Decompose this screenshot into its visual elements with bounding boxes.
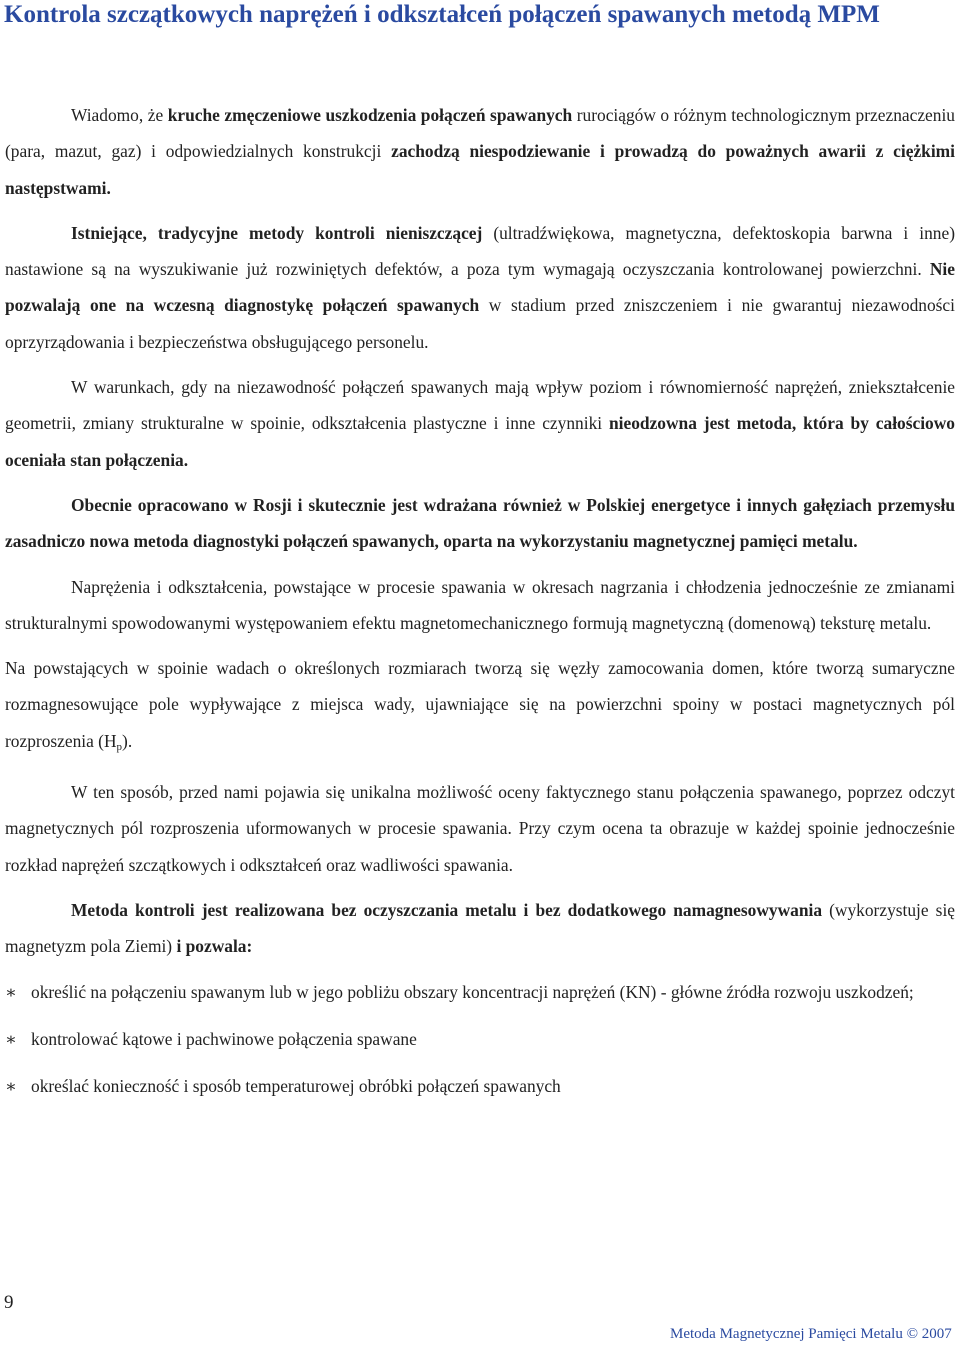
bold-span: i pozwala:	[176, 936, 253, 957]
text-span: ).	[122, 730, 133, 751]
paragraph-6	[5, 650, 955, 765]
bold-span: Metoda kontroli jest realizowana bez oczyszczania metalu i bez dodatkowego namagnesowywania	[71, 899, 823, 920]
document-title: Kontrola szczątkowych naprężeń i odkształceń połączeń spawanych metodą MPM	[4, 1, 880, 28]
paragraph-2	[5, 215, 955, 360]
text-span: Na powstających w spoinie wadach o określonych rozmiarach tworzą się węzły zamocowania domen, które tworzą sumaryczne rozmagnesowujące pole wypływające z miejsca wady, ujawniające się na powierzchni spoiny w postaci magnetycznych pól rozproszenia (H	[5, 658, 955, 751]
bold-span: nieodzowna jest metoda, która by całościowo oceniała stan połączenia.	[5, 413, 955, 470]
paragraph-7	[5, 774, 955, 883]
text-span: (wykorzystuje się magnetyzm pola Ziemi)	[5, 899, 955, 957]
asterisk-bullet-icon: ∗	[5, 1028, 17, 1049]
text-span: Naprężenia i odkształcenia, powstające w procesie spawania w okresach nagrzania i chłodzenia jednocześnie ze zmianami strukturalnymi spowodowanymi występowaniem efektu magnetomechanicznego formują magnetyczną (domenową) teksturę metalu.	[5, 576, 955, 633]
list-item	[5, 974, 955, 1010]
paragraph-5	[5, 569, 955, 642]
list-item-text: określić na połączeniu spawanym lub w jego pobliżu obszary koncentracji naprężeń (KN) - główne źródła rozwoju uszkodzeń;	[31, 981, 914, 1002]
subscript: p	[116, 740, 123, 753]
text-span: w stadium przed zniszczeniem i nie gwarantuj niezawodności oprzyrządowania i bezpieczeństwa obsługującego personelu.	[5, 295, 955, 352]
bold-span: Istniejące, tradycyjne metody kontroli nieniszczącej	[71, 222, 483, 243]
text-span: rurociągów o różnym technologicznym przeznaczeniu (para, mazut, gaz) i odpowiedzialnych konstrukcji	[5, 105, 955, 162]
bold-span: Nie pozwalają one na wczesną diagnostykę połączeń spawanych	[5, 259, 955, 316]
bold-span: kruche zmęczeniowe uszkodzenia połączeń spawanych	[167, 105, 573, 125]
text-span: (ultradźwiękowa, magnetyczna, defektoskopia barwna i inne) nastawione są na wyszukiwanie już rozwiniętych defektów, a poza tym wymagają oczyszczania kontrolowanej powierzchni.	[5, 222, 955, 280]
bold-span: zachodzą niespodziewanie i prowadzą do poważnych awarii z ciężkimi następstwami.	[5, 141, 955, 198]
capability-list	[5, 974, 955, 1105]
text-span: W warunkach, gdy na niezawodność połączeń spawanych mają wpływ poziom i równomierność naprężeń, zniekształcenie geometrii, zmiany strukturalne w spoinie, odkształcenia plastyczne i inne czynniki	[5, 377, 955, 434]
footer-copyright: Metoda Magnetycznej Pamięci Metalu © 2007	[670, 1326, 952, 1342]
list-item	[5, 1021, 955, 1057]
list-item	[5, 1068, 955, 1104]
text-span: W ten sposób, przed nami pojawia się unikalna możliwość oceny faktycznego stanu połączenia spawanego, poprzez odczyt magnetycznych pól rozproszenia uformowanych w procesie spawania. Przy czym ocena ta obrazuje w każdej spoinie jednocześnie rozkład naprężeń szczątkowych i odkształceń oraz wadliwości spawania.	[5, 782, 955, 875]
list-item-text: określać konieczność i sposób temperaturowej obróbki połączeń spawanych	[31, 1076, 561, 1097]
paragraph-4	[5, 487, 955, 560]
bold-span: Obecnie opracowano w Rosji i skutecznie jest wdrażana również w Polskiej energetyce i innych gałęziach przemysłu zasadniczo nowa metoda diagnostyki połączeń spawanych, oparta na wykorzystaniu magnetycznej pamięci metalu.	[5, 494, 955, 552]
page-number: 9	[4, 1292, 14, 1313]
paragraph-3	[5, 369, 955, 478]
asterisk-bullet-icon: ∗	[5, 981, 17, 1002]
text-span: Wiadomo, że	[71, 105, 168, 125]
asterisk-bullet-icon: ∗	[5, 1076, 17, 1097]
paragraph-8	[5, 892, 955, 965]
paragraph-1	[5, 97, 955, 206]
document-body	[5, 97, 955, 1115]
list-item-text: kontrolować kątowe i pachwinowe połączenia spawane	[31, 1028, 417, 1049]
